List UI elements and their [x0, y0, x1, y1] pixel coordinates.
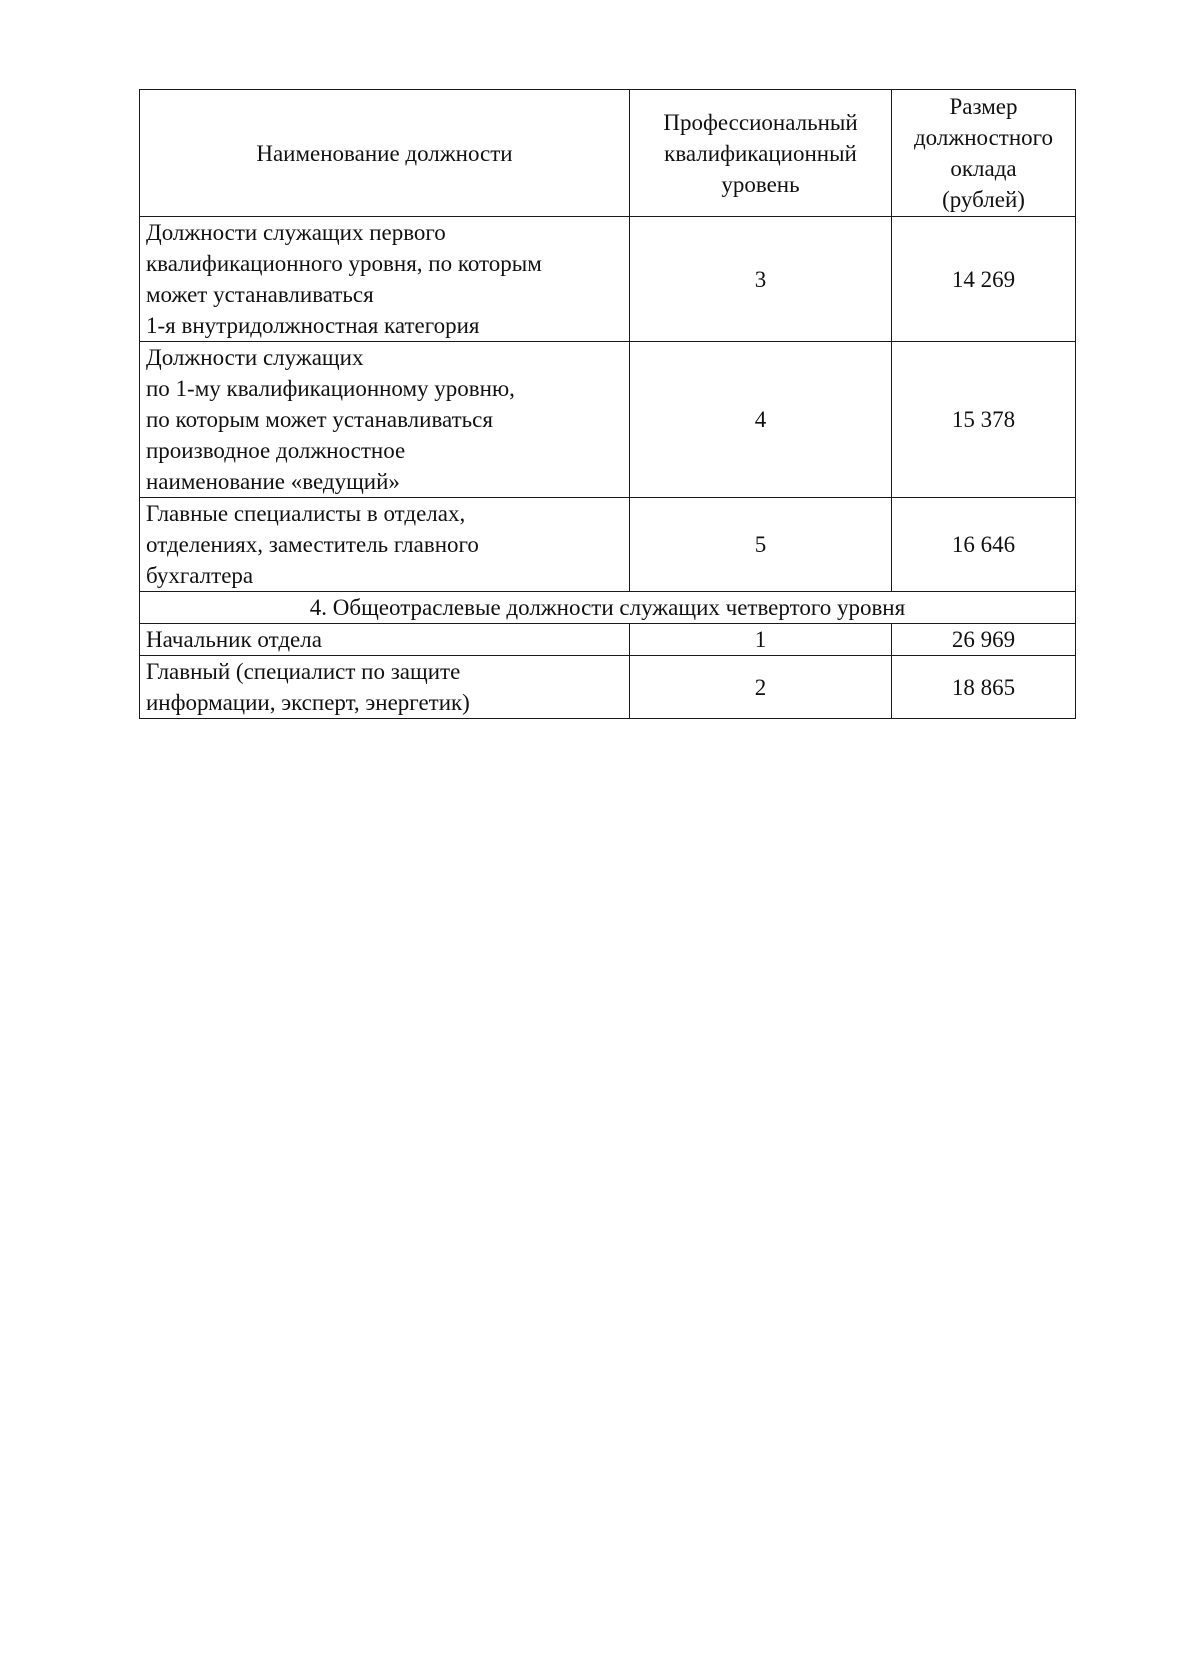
text-line: 1-я внутридолжностная категория — [146, 313, 480, 338]
qualification-level-cell: 4 — [630, 342, 892, 498]
text-line: Главный (специалист по защите — [146, 659, 461, 684]
column-header-salary — [892, 90, 1076, 217]
header-line: уровень — [721, 171, 800, 197]
column-header-qualification-level — [630, 90, 892, 217]
text-line: Должности служащих первого — [146, 220, 446, 245]
table-row — [140, 498, 1076, 592]
text-line: может устанавливаться — [146, 282, 374, 307]
header-line: (рублей) — [942, 187, 1025, 212]
table-row — [140, 656, 1076, 719]
position-name-cell — [140, 217, 630, 342]
table-row — [140, 624, 1076, 656]
qualification-level-cell: 2 — [630, 656, 892, 719]
qualification-level-cell: 3 — [630, 217, 892, 342]
position-name-cell — [140, 624, 630, 656]
table-row — [140, 342, 1076, 498]
text-line: бухгалтера — [146, 563, 254, 588]
header-line: должностного — [913, 125, 1054, 150]
text-line: по которым может устанавливаться — [146, 407, 493, 432]
position-name-cell — [140, 656, 630, 719]
text-line: информации, эксперт, энергетик) — [146, 690, 470, 715]
text-line: отделениях, заместитель главного — [146, 532, 479, 557]
salary-cell: 16 646 — [892, 498, 1076, 592]
section-title: 4. Общеотраслевые должности служащих четвертого уровня — [140, 592, 1076, 624]
text-line: Должности служащих — [146, 345, 364, 370]
header-line: Профессиональный — [663, 109, 858, 135]
table-header-row — [140, 90, 1076, 217]
salary-cell: 14 269 — [892, 217, 1076, 342]
qualification-level-cell: 5 — [630, 498, 892, 592]
salary-cell: 26 969 — [892, 624, 1076, 656]
section-row — [140, 592, 1076, 624]
text-line: по 1-му квалификационному уровню, — [146, 376, 515, 401]
position-name-cell — [140, 498, 630, 592]
header-line: оклада — [950, 156, 1017, 181]
salary-cell: 15 378 — [892, 342, 1076, 498]
column-header-position-name: Наименование должности — [140, 90, 630, 217]
text-line: квалификационного уровня, по которым — [146, 251, 542, 276]
salary-cell: 18 865 — [892, 656, 1076, 719]
table-row — [140, 217, 1076, 342]
header-line: Размер — [949, 94, 1018, 119]
salary-table — [139, 89, 1076, 719]
text-line: Главные специалисты в отделах, — [146, 501, 466, 526]
position-name-cell — [140, 342, 630, 498]
text-line: Начальник отдела — [146, 627, 322, 652]
qualification-level-cell: 1 — [630, 624, 892, 656]
text-line: наименование «ведущий» — [146, 469, 400, 494]
header-line: квалификационный — [664, 140, 857, 166]
text-line: производное должностное — [146, 438, 406, 463]
